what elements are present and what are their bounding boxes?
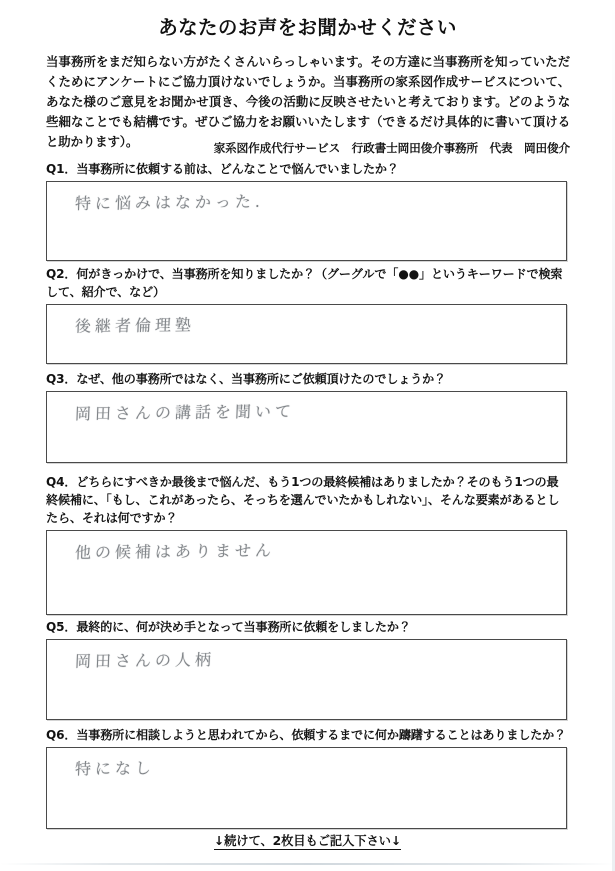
answer-box-q5[interactable] <box>46 639 567 720</box>
question-label-q4: Q4．どちらにすべきか最後まで悩んだ、もう1つの最終候補はありましたか？そのもう1つの最終候補に、「もし、これがあったら、そっちを選んでいたかもしれない」、そんな要素があるとしたら、それは何ですか？ <box>46 475 560 526</box>
question-label-q6: Q6．当事務所に相談しようと思われてから、依頼するまでに何か躊躇することはありましたか？ <box>46 728 567 742</box>
question-block-q5 <box>46 618 568 720</box>
footer-continue-note <box>0 830 615 849</box>
scan-edge-bottom <box>0 863 615 865</box>
question-block-q2 <box>46 265 568 364</box>
handwritten-answer-q3: 岡田さんの講話を聞いて <box>74 401 296 424</box>
question-label-q1: Q1．当事務所に依頼する前は、どんなことで悩んでいましたか？ <box>46 162 399 176</box>
answer-box-q2[interactable] <box>46 304 567 364</box>
question-block-q3 <box>46 370 568 463</box>
office-signature: 家系図作成代行サービス 行政書士岡田俊介事務所 代表 岡田俊介 <box>213 141 570 155</box>
answer-box-q6[interactable] <box>46 747 567 829</box>
answer-box-q4[interactable] <box>46 530 567 615</box>
handwritten-answer-q1: 特に悩みはなかった. <box>74 191 265 214</box>
handwritten-answer-q4: 他の候補はありません <box>74 541 276 563</box>
answer-box-q1[interactable] <box>46 181 567 261</box>
answer-box-q3[interactable] <box>46 391 567 463</box>
question-label-q3: Q3．なぜ、他の事務所ではなく、当事務所にご依頼頂けたのでしょうか？ <box>46 372 446 386</box>
question-block-q1 <box>46 160 568 261</box>
handwritten-answer-q6: 特になし <box>74 758 156 779</box>
intro-paragraph: 当事務所をまだ知らない方がたくさんいらっしゃいます。その方達に当事務所を知っていただくためにアンケートにご協力頂けないでしょうか。当事務所の家系図作成サービスについて、あなた様のご意見をお聞かせ頂き、今後の活動に反映させたいと考えております。どのような些細なことでも結構です。ぜひご協力をお願いいたします（できるだけ具体的に書いて頂けると助かります）。 <box>46 54 570 150</box>
handwritten-answer-q2: 後継者倫理塾 <box>74 315 196 337</box>
question-label-q5: Q5．最終的に、何が決め手となって当事務所に依頼をしましたか？ <box>46 620 411 634</box>
question-block-q4 <box>46 473 568 615</box>
handwritten-answer-q5: 岡田さんの人柄 <box>74 650 216 672</box>
question-block-q6 <box>46 726 568 829</box>
question-label-q2: Q2．何がきっかけで、当事務所を知りましたか？（グーグルで「●●」というキーワードで検索して、紹介で、など） <box>46 267 563 300</box>
footer-continue-text: ↓続けて、2枚目もご記入下さい↓ <box>213 834 402 848</box>
page-title: あなたのお声をお聞かせください <box>158 16 457 39</box>
